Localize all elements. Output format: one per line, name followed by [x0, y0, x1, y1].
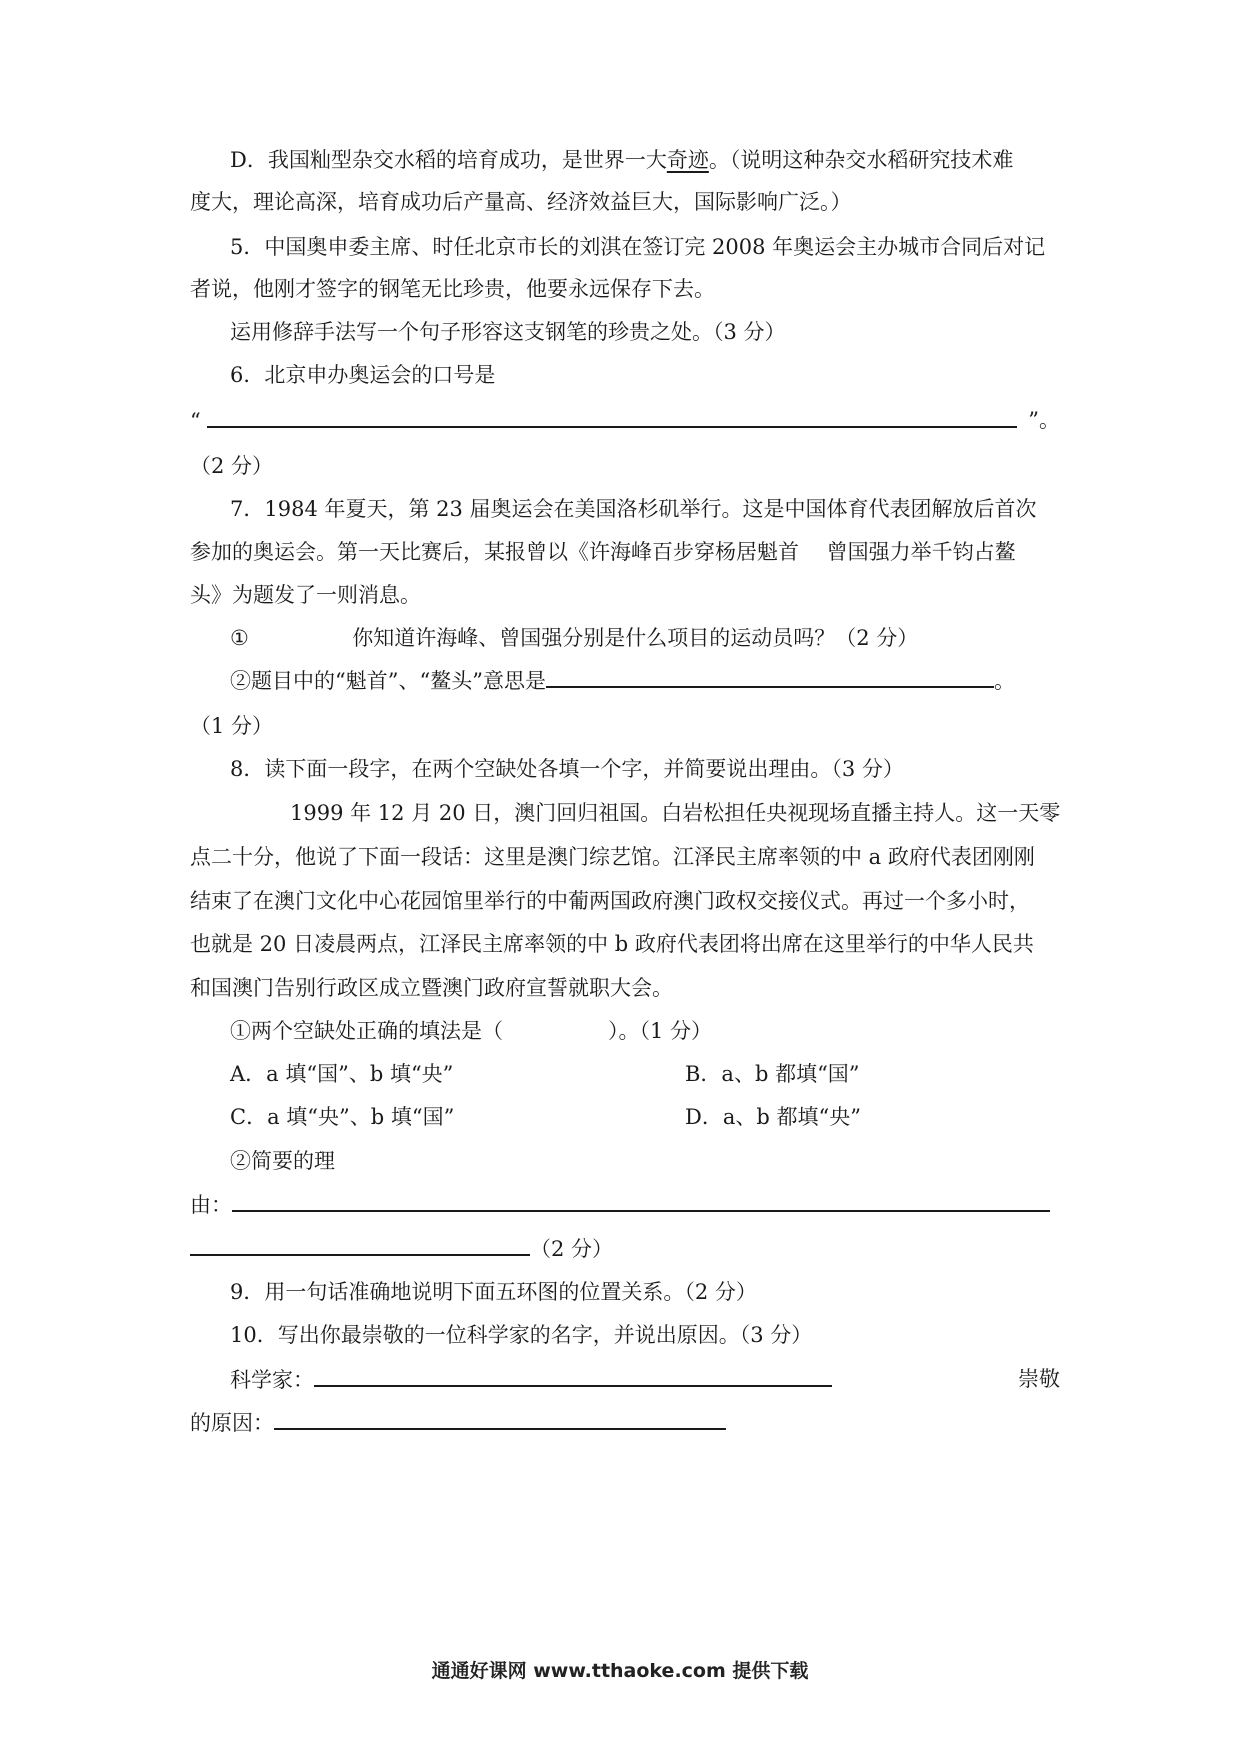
- q8-reason-blank-1[interactable]: [232, 1190, 1050, 1212]
- q7-line3: 头》为题发了一则消息。: [190, 583, 421, 607]
- q8-option-d[interactable]: D．a、b 都填“央”: [685, 1105, 861, 1129]
- q7-score: （1 分）: [190, 714, 274, 738]
- scientist-answer-blank[interactable]: [314, 1365, 832, 1387]
- reason-answer-blank[interactable]: [274, 1408, 726, 1430]
- q4-option-d-line1: [230, 146, 1060, 174]
- scientist-label: 科学家：: [230, 1368, 314, 1392]
- q8-sub2: ②简要的理: [230, 1149, 335, 1173]
- q4-option-d-line2: 度大，理论高深，培育成功后产量高、经济效益巨大，国际影响广泛。）: [190, 190, 852, 214]
- q5-line2: 者说，他刚才签字的钢笔无比珍贵，他要永远保存下去。: [190, 277, 715, 301]
- q8-score: （2 分）: [530, 1237, 614, 1261]
- q8-option-c[interactable]: C．a 填“央”、b 填“国”: [230, 1105, 455, 1129]
- q4d-text-b: 。（说明这种杂交水稻研究技术难: [708, 148, 1014, 172]
- q7-sub2-text: ②题目中的“魁首”、“鳌头”意思是: [230, 669, 546, 693]
- q8-passage-p5: 和国澳门告别行政区成立暨澳门政府宣誓就职大会。: [190, 976, 673, 1000]
- q8-passage-p2: 点二十分，他说了下面一段话：这里是澳门综艺馆。江泽民主席率领的中 a 政府代表团刚刚: [190, 845, 1035, 869]
- q6-line1: 6．北京申办奥运会的口号是: [230, 363, 496, 387]
- page-footer: 通通好课网 www.tthaoke.com 提供下载: [431, 1660, 809, 1682]
- q7-sub1-text: 你知道许海峰、曾国强分别是什么项目的运动员吗？（2 分）: [352, 626, 919, 650]
- q8-passage-p1: 1999 年 12 月 20 日，澳门回归祖国。白岩松担任央视现场直播主持人。这一天零: [290, 801, 1061, 825]
- close-quote: ”。: [1028, 408, 1060, 432]
- q7-sub2-period: 。: [993, 669, 1015, 693]
- q7-line1: 7．1984 年夏天，第 23 届奥运会在美国洛杉矶举行。这是中国体育代表团解放后首次: [230, 497, 1037, 521]
- q7-line2: 参加的奥运会。第一天比赛后，某报曾以《许海峰百步穿杨居魁首 曾国强力举千钧占鳌: [190, 540, 1016, 564]
- q8-passage-p3: 结束了在澳门文化中心花园馆里举行的中葡两国政府澳门政权交接仪式。再过一个多小时，: [190, 889, 1030, 913]
- q8-sub1: ①两个空缺处正确的填法是（ ）。（1 分）: [230, 1019, 713, 1043]
- q5-line1: 5．中国奥申委主席、时任北京市长的刘淇在签订完 2008 年奥运会主办城市合同后对记: [230, 235, 1046, 259]
- q7-sub1-number: ①: [230, 626, 249, 650]
- q8-reason-line: [190, 1190, 1060, 1219]
- q10-scientist-line: [230, 1365, 1060, 1394]
- q7-sub1: [230, 624, 1060, 652]
- q8-line1: 8．读下面一段字，在两个空缺处各填一个字，并简要说出理由。（3 分）: [230, 757, 904, 781]
- q6-score: （2 分）: [190, 454, 274, 478]
- q10-line1: 10．写出你最崇敬的一位科学家的名字，并说出原因。（3 分）: [230, 1323, 813, 1347]
- q4d-text-a: D．我国籼型杂交水稻的培育成功，是世界一大: [230, 148, 667, 172]
- q6-answer-blank[interactable]: [207, 406, 1017, 428]
- q4d-underlined-word: 奇迹: [666, 148, 709, 172]
- reason-label: 的原因：: [190, 1411, 274, 1435]
- respect-label: 崇敬: [1018, 1367, 1060, 1391]
- q8-passage-p4: 也就是 20 日凌晨两点，江泽民主席率领的中 b 政府代表团将出席在这里举行的中华人民共: [190, 932, 1034, 956]
- q8-reason-label: 由：: [190, 1193, 232, 1217]
- q8-reason-blank-2[interactable]: [190, 1234, 530, 1256]
- q8-option-b[interactable]: B．a、b 都填“国”: [685, 1062, 860, 1086]
- q7-sub2-answer-blank[interactable]: [546, 666, 994, 688]
- q9-line1: 9．用一句话准确地说明下面五环图的位置关系。（2 分）: [230, 1280, 757, 1304]
- q10-reason-line: [190, 1408, 1060, 1437]
- q5-instruction: 运用修辞手法写一个句子形容这支钢笔的珍贵之处。（3 分）: [230, 320, 786, 344]
- open-quote: “: [190, 409, 201, 433]
- q7-sub2: [230, 666, 1060, 695]
- q6-answer-line: [190, 406, 1060, 435]
- q8-option-a[interactable]: A．a 填“国”、b 填“央”: [230, 1062, 454, 1086]
- q8-reason-line2: [190, 1234, 1060, 1263]
